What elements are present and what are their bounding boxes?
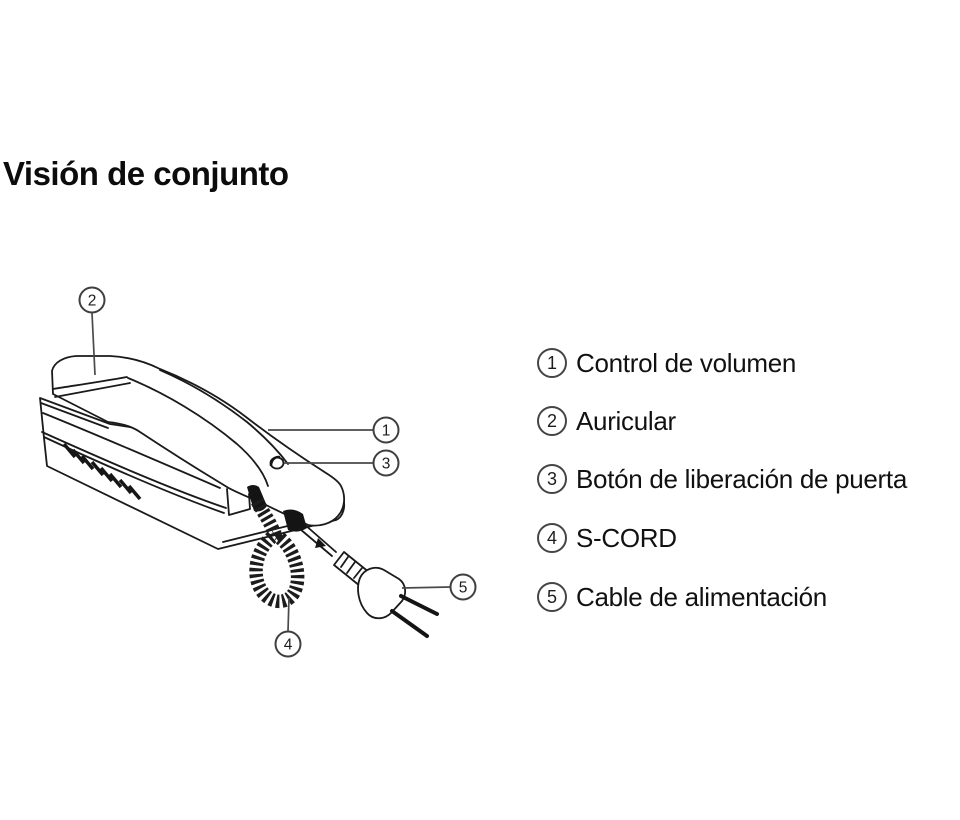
page-title: Visión de conjunto: [3, 155, 289, 192]
leader-line-5: [402, 587, 450, 588]
legend-number-3: 3: [537, 464, 567, 494]
callout-4-number: 4: [283, 636, 293, 654]
legend-label-2: Auricular: [576, 405, 676, 436]
legend-number-1: 1: [537, 348, 567, 378]
callout-1-number: 1: [381, 422, 391, 440]
plug-prong-2: [392, 611, 427, 636]
legend-item-3: [537, 464, 907, 494]
legend-item-5: [537, 582, 827, 612]
phone-overview-diagram: [0, 270, 500, 670]
legend-number-4: 4: [537, 523, 567, 553]
callout-5-number: 5: [458, 579, 468, 597]
legend-label-1: Control de volumen: [576, 347, 797, 378]
callout-2-number: 2: [87, 292, 97, 310]
callout-5: [451, 575, 476, 600]
legend-label-4: S-CORD: [576, 522, 677, 553]
leader-line-4: [288, 598, 289, 631]
callout-3: [374, 451, 399, 476]
callout-2: [80, 288, 105, 313]
legend-label-3: Botón de liberación de puerta: [576, 463, 907, 494]
plug-prong-1: [401, 596, 437, 614]
callout-3-number: 3: [381, 455, 391, 473]
legend-number-5: 5: [537, 582, 567, 612]
legend-item-2: [537, 406, 676, 436]
legend-item-4: [537, 523, 677, 553]
power-cable: [283, 510, 437, 636]
legend-label-5: Cable de alimentación: [576, 581, 827, 612]
power-plug-body: [358, 568, 405, 618]
callout-4: [276, 632, 301, 657]
callout-1: [374, 418, 399, 443]
door-release-button: [271, 457, 284, 469]
legend-item-1: [537, 348, 796, 378]
legend-number-2: 2: [537, 406, 567, 436]
